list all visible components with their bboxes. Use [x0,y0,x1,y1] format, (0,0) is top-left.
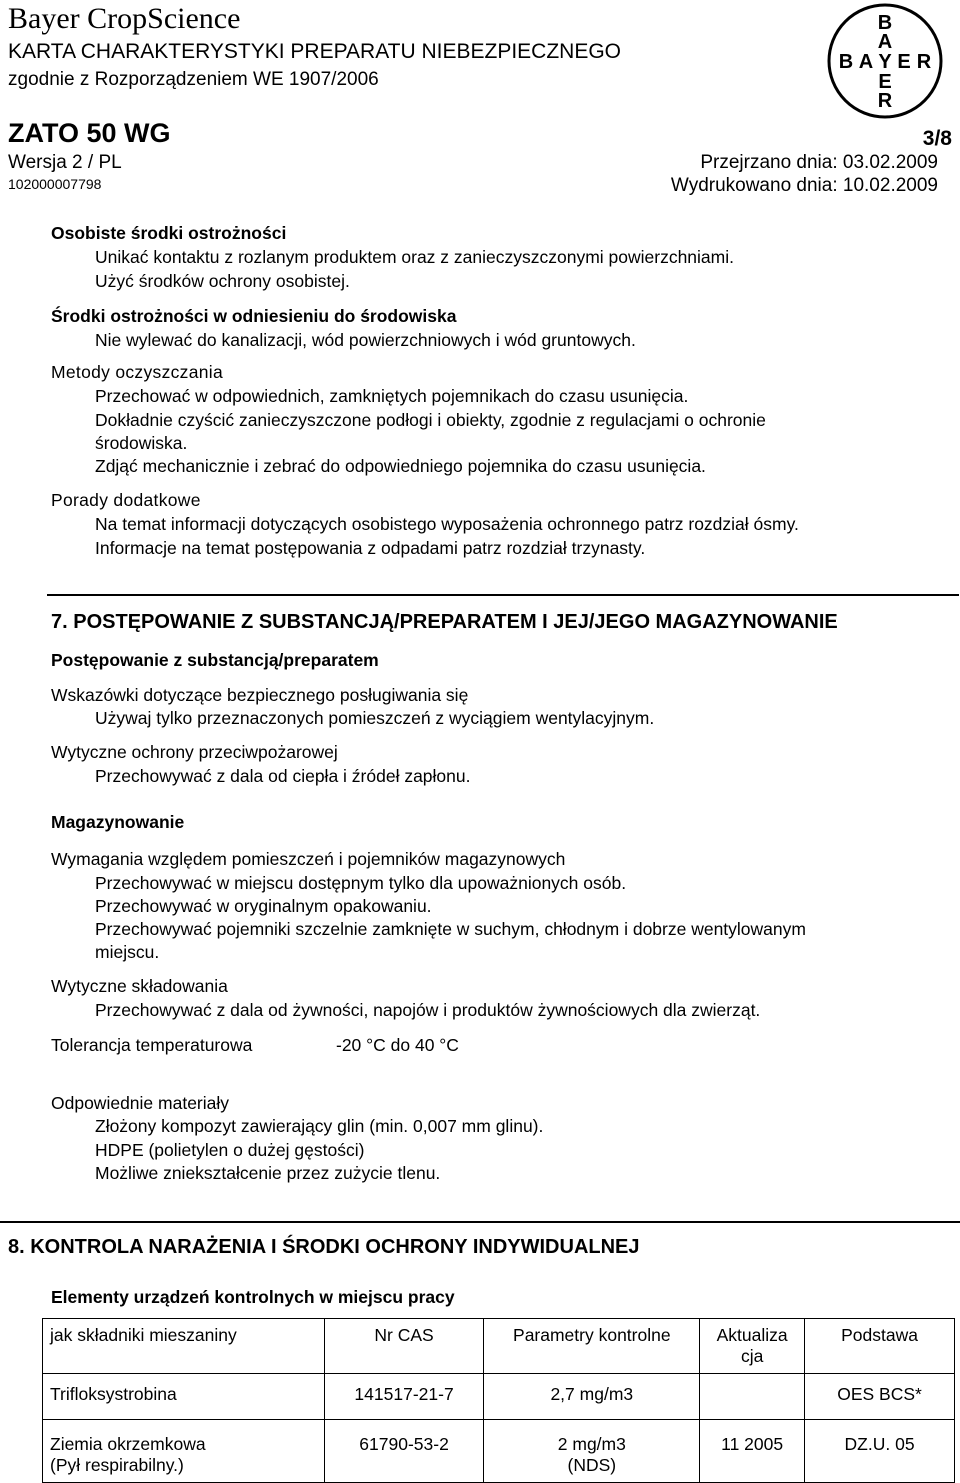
header-text: cja [740,1346,764,1366]
storage-guidelines-title: Wytyczne składowania [51,976,228,996]
text-line: Możliwe zniekształcenie przez zużycie tlenu. [95,1163,441,1183]
suitable-materials-title: Odpowiednie materiały [51,1093,230,1113]
table-header-row [43,1319,955,1374]
regulation-note: zgodnie z Rozporządzeniem WE 1907/2006 [8,69,379,90]
reviewed-date: Przejrzano dnia: 03.02.2009 [700,152,938,173]
table-row [43,1420,955,1483]
logo-letter: A [858,51,874,73]
section-7-title: 7. POSTĘPOWANIE Z SUBSTANCJĄ/PREPARATEM I JEJ/JEGO MAGAZYNOWANIE [51,611,838,633]
text-line: Unikać kontaktu z rozlanym produktem oraz z zanieczyszczonymi powierzchniami. [95,247,734,267]
section-8-title: 8. KONTROLA NARAŻENIA I ŚRODKI OCHRONY INDYWIDUALNEJ [8,1236,640,1258]
table-cell: 141517-21-7 [324,1374,484,1420]
storage-title: Magazynowanie [51,812,185,832]
table-header-cell [700,1319,805,1374]
logo-letter: R [877,90,893,112]
text-line: Przechowywać w oryginalnym opakowaniu. [95,896,432,916]
table-header-cell: Podstawa [805,1319,955,1374]
table-cell: 2,7 mg/m3 [484,1374,700,1420]
section-divider [0,1221,960,1223]
logo-letter: Y [878,51,892,73]
text-line: Informacje na temat postępowania z odpadami patrz rozdział trzynasty. [95,538,646,558]
printed-date: Wydrukowano dnia: 10.02.2009 [670,175,938,196]
table-cell: DZ.U. 05 [805,1420,955,1483]
safe-handling-title: Wskazówki dotyczące bezpiecznego posługiwania się [51,685,469,705]
table-cell [484,1420,700,1483]
logo-letter: E [897,51,911,73]
table-row [43,1374,955,1420]
table-cell [43,1420,325,1483]
text-line: Przechować w odpowiednich, zamkniętych pojemnikach do czasu usunięcia. [95,386,689,406]
text-line: Przechowywać w miejscu dostępnym tylko dla upoważnionych osób. [95,873,627,893]
section-divider [47,594,959,596]
handling-title: Postępowanie z substancją/preparatem [51,650,379,670]
text-line: Przechowywać pojemniki szczelnie zamknięte w suchym, chłodnym i dobrze wentylowanym [95,919,806,939]
table-cell: 61790-53-2 [324,1420,484,1483]
cell-text: 2 mg/m3 [557,1434,626,1454]
text-line: Zdjąć mechanicznie i zebrać do odpowiedniego pojemnika do czasu usunięcia. [95,456,706,476]
environmental-precautions-title: Środki ostrożności w odniesieniu do środowiska [51,306,457,326]
cell-text: (NDS) [567,1455,617,1475]
table-header-cell: jak składniki mieszaniny [43,1319,325,1374]
product-name: ZATO 50 WG [8,118,171,148]
bayer-cross-logo [826,2,944,120]
text-line: Przechowywać z dala od żywności, napojów i produktów żywnościowych dla zwierząt. [95,1000,761,1020]
logo-letter: B [877,12,893,34]
text-line: Dokładnie czyścić zanieczyszczone podłogi i obiekty, zgodnie z regulacjami o ochronie [95,410,766,430]
exposure-limits-table [42,1318,955,1483]
text-line: Używaj tylko przeznaczonych pomieszczeń z wyciągiem wentylacyjnym. [95,708,655,728]
table-cell: OES BCS* [805,1374,955,1420]
version: Wersja 2 / PL [8,152,122,173]
fire-protection-title: Wytyczne ochrony przeciwpożarowej [51,742,338,762]
logo-letter: E [878,71,892,93]
text-line: HDPE (polietylen o dużej gęstości) [95,1140,365,1160]
table-header-cell: Parametry kontrolne [484,1319,700,1374]
additional-advice-title: Porady dodatkowe [51,490,201,510]
text-line: środowiska. [95,433,188,453]
document-type: KARTA CHARAKTERYSTYKI PREPARATU NIEBEZPIECZNEGO [8,40,622,63]
logo-letter: B [838,51,854,73]
text-line: Nie wylewać do kanalizacji, wód powierzchniowych i wód gruntowych. [95,330,636,350]
page-number: 3/8 [922,127,952,150]
workplace-controls-title: Elementy urządzeń kontrolnych w miejscu pracy [51,1287,455,1307]
text-line: Złożony kompozyt zawierający glin (min. 0,007 mm glinu). [95,1116,544,1136]
table-cell [700,1374,805,1420]
cell-text: (Pył respirabilny.) [50,1455,184,1475]
document-code: 102000007798 [8,176,102,192]
logo-letter: R [916,51,932,73]
header-text: Aktualiza [716,1325,788,1345]
company-name: Bayer CropScience [8,2,241,35]
temperature-tolerance-label: Tolerancja temperaturowa [51,1035,253,1055]
cell-text: Ziemia okrzemkowa [50,1434,206,1454]
text-line: Przechowywać z dala od ciepła i źródeł zapłonu. [95,766,471,786]
table-header-cell: Nr CAS [324,1319,484,1374]
logo-letter: A [877,31,893,53]
temperature-tolerance-value: -20 °C do 40 °C [336,1035,459,1055]
text-line: Na temat informacji dotyczących osobistego wyposażenia ochronnego patrz rozdział ósmy. [95,514,799,534]
table-cell: 11 2005 [700,1420,805,1483]
cleaning-methods-title: Metody oczyszczania [51,362,224,382]
text-line: Użyć środków ochrony osobistej. [95,271,350,291]
text-line: miejscu. [95,942,160,962]
storage-requirements-title: Wymagania względem pomieszczeń i pojemników magazynowych [51,849,566,869]
table-cell: Trifloksystrobina [43,1374,325,1420]
personal-precautions-title: Osobiste środki ostrożności [51,223,287,243]
